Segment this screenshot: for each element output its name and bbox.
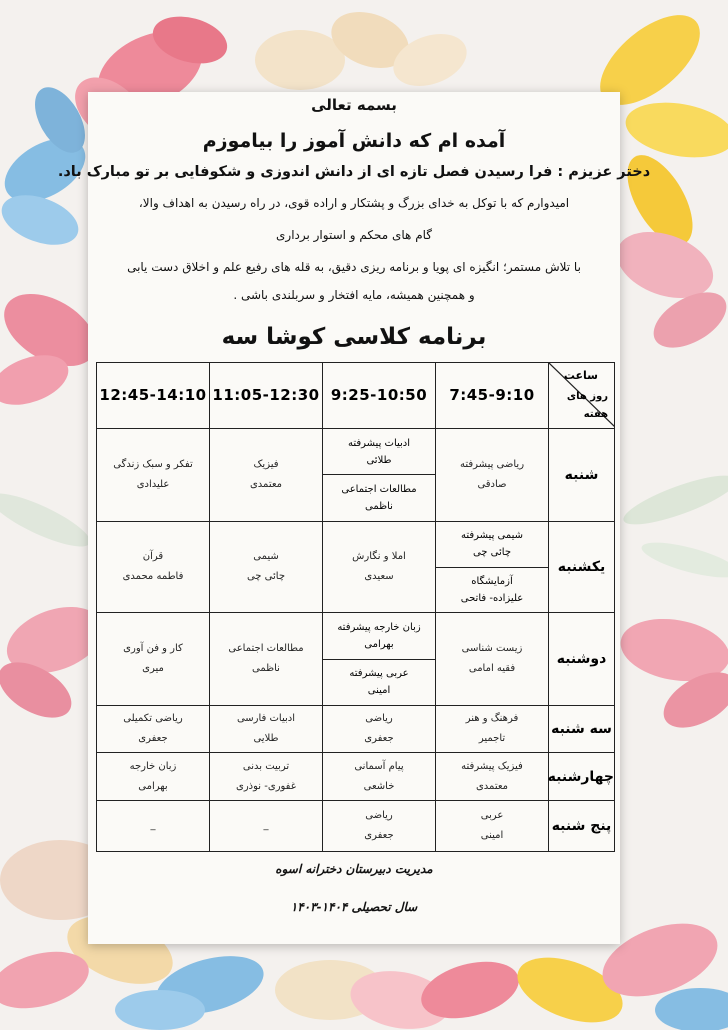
class-cell: ریاضی تکمیلی جعفری [97, 706, 210, 753]
class-cell: عربی امینی [436, 801, 549, 852]
flower-bottom-center [275, 952, 525, 1030]
time-slot-2: 9:25-10:50 [323, 363, 436, 429]
message-line-3: با تلاش مستمر؛ انگیزه ای پویا و برنامه ریزی دقیق، به قله های رفیع علم و اخلاق دست یابی [127, 260, 581, 274]
class-cell: فرهنگ و هنر تاجمیر [436, 706, 549, 753]
class-cell: تربیت بدنی غفوری- نوذری [210, 752, 323, 801]
corner-days-label: روز های [566, 391, 608, 403]
day-name: شنبه [549, 428, 615, 521]
class-cell: قرآن فاطمه محمدی [97, 521, 210, 612]
school-signature: مدیریت دبیرستان دخترانه اسوه [275, 862, 433, 876]
day-name: یکشنبه [549, 521, 615, 612]
congratulations-line: دختر عزیزم : فرا رسیدن فصل تازه ای از دانش اندوزی و شکوفایی بر تو مبارک باد. [57, 164, 651, 180]
time-slot-1: 7:45-9:10 [436, 363, 549, 429]
class-cell: املا و نگارش سعیدی [323, 521, 436, 612]
time-slot-3: 11:05-12:30 [210, 363, 323, 429]
table-row [97, 752, 615, 801]
message-line-4: و همچنین همیشه، مایه افتخار و سربلندی باشی . [233, 288, 475, 302]
flower-cream-top [255, 2, 474, 96]
table-header-row [97, 363, 615, 429]
class-cell-split: زبان خارجه پیشرفته بهرامی عربی پیشرفته امینی [323, 613, 436, 706]
class-cell: _ [210, 801, 323, 852]
day-name: پنج شنبه [549, 801, 615, 852]
table-row [97, 613, 615, 706]
table-row [97, 521, 615, 612]
class-cell: شیمی چائی چی [210, 521, 323, 612]
class-schedule-table [96, 362, 615, 852]
class-cell: _ [97, 801, 210, 852]
class-cell: فیزیک معتمدی [210, 428, 323, 521]
class-cell-split: شیمی پیشرفته چائی چی آزمایشگاه علیزاده- فاتحی [436, 521, 549, 612]
page-title: آمده ام که دانش آموز را بیاموزم [202, 130, 506, 152]
academic-year: سال تحصیلی ۱۴۰۴-۱۴۰۳ [290, 900, 418, 914]
leaves-right [616, 466, 728, 739]
day-name: سه شنبه [549, 706, 615, 753]
class-cell: زبان خارجه بهرامی [97, 752, 210, 801]
table-row [97, 801, 615, 852]
corner-hour-label: ساعت [563, 369, 598, 383]
class-cell: فیزیک پیشرفته معتمدی [436, 752, 549, 801]
schedule-paper [57, 92, 651, 944]
day-name: چهارشنبه [549, 752, 615, 801]
table-row [97, 706, 615, 753]
class-cell: ریاضی جعفری [323, 801, 436, 852]
message-line-2: گام های محکم و استوار برداری [276, 228, 432, 242]
day-name: دوشنبه [549, 613, 615, 706]
class-cell: مطالعات اجتماعی ناظمی [210, 613, 323, 706]
class-cell-split: ادبیات پیشرفته طلائی مطالعات اجتماعی ناظمی [323, 428, 436, 521]
corner-cell [549, 363, 615, 429]
table-row [97, 428, 615, 521]
class-cell: پیام آسمانی خاشعی [323, 752, 436, 801]
message-line-1: امیدوارم که با توکل به خدای بزرگ و پشتکار و اراده قوی، در راه رسیدن به اهداف والا، [138, 196, 570, 210]
class-cell: زیست شناسی فقیه امامی [436, 613, 549, 706]
class-cell: ادبیات فارسی طلایی [210, 706, 323, 753]
class-cell: ریاضی جعفری [323, 706, 436, 753]
schedule-title: برنامه کلاسی کوشا سه [221, 324, 487, 350]
class-cell: تفکر و سبک زندگی علیدادی [97, 428, 210, 521]
class-cell: ریاضی پیشرفته صادقی [436, 428, 549, 521]
corner-week-label: هفته [583, 409, 608, 421]
bismillah: بسمه تعالی [311, 96, 397, 114]
time-slot-4: 12:45-14:10 [97, 363, 210, 429]
flower-pink-right [608, 220, 728, 359]
class-cell: کار و فن آوری میری [97, 613, 210, 706]
